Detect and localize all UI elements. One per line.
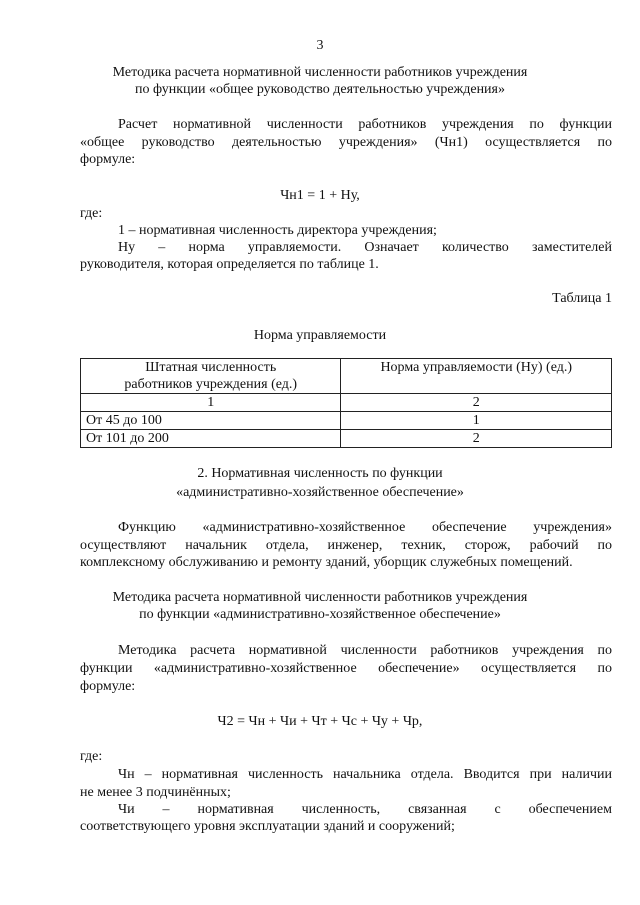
table-cell-staff: От 101 до 200 xyxy=(81,430,341,448)
table-col-number: 2 xyxy=(341,394,612,412)
section1-def1: 1 – нормативная численность директора учреждения; xyxy=(118,223,437,238)
norm-table xyxy=(80,358,612,448)
table-row xyxy=(81,430,612,448)
section3-def2-line1: Чи – нормативная численность, связанная с обеспечением xyxy=(118,802,612,817)
section1-intro-line2: «общее руководство деятельностью учреждения» (Чн1) осуществляется по xyxy=(80,135,612,150)
section3-def2-line2: соответствующего уровня эксплуатации зданий и сооружений; xyxy=(80,819,455,834)
formula-1: Чн1 = 1 + Ну, xyxy=(280,188,360,203)
table-cell-norm: 2 xyxy=(341,430,612,448)
section3-heading-line2: по функции «административно-хозяйственное обеспечение» xyxy=(139,607,501,622)
table-header-row xyxy=(81,359,612,394)
section2-heading-line1: 2. Нормативная численность по функции xyxy=(197,466,443,481)
section1-intro-line1: Расчет нормативной численности работников учреждения по функции xyxy=(118,117,612,132)
section3-intro-line1: Методика расчета нормативной численности работников учреждения по xyxy=(118,643,612,658)
section2-heading-line2: «административно-хозяйственное обеспечение» xyxy=(176,485,464,500)
table-col-number: 1 xyxy=(81,394,341,412)
table-cell-norm: 1 xyxy=(341,412,612,430)
section3-intro-line2: функции «административно-хозяйственное обеспечение» осуществляется по xyxy=(80,661,612,676)
section1-heading-line1: Методика расчета нормативной численности работников учреждения xyxy=(112,65,528,80)
table-cell-staff: От 45 до 100 xyxy=(81,412,341,430)
section3-intro-line3: формуле: xyxy=(80,679,136,694)
table1-title: Норма управляемости xyxy=(253,328,387,343)
table-numbering-row xyxy=(81,394,612,412)
section1-heading-line2: по функции «общее руководство деятельностью учреждения» xyxy=(135,82,505,97)
section1-def2-line2: руководителя, которая определяется по таблице 1. xyxy=(80,257,379,272)
section3-def1-line1: Чн – нормативная численность начальника отдела. Вводится при наличии xyxy=(118,767,612,782)
section3-def1-line2: не менее 3 подчинённых; xyxy=(80,785,231,800)
table-header-staff xyxy=(81,359,341,394)
section2-para-line3: комплексному обслуживанию и ремонту зданий, уборщик служебных помещений. xyxy=(80,555,573,570)
section1-intro-line3: формуле: xyxy=(80,152,136,167)
section2-para-line1: Функцию «административно-хозяйственное обеспечение учреждения» xyxy=(118,520,612,535)
section3-heading-line1: Методика расчета нормативной численности работников учреждения xyxy=(112,590,528,605)
section1-def2-line1: Ну – норма управляемости. Означает количество заместителей xyxy=(118,240,612,255)
section2-para-line2: осуществляют начальник отдела, инженер, техник, сторож, рабочий по xyxy=(80,538,612,553)
section3-where: где: xyxy=(80,749,103,764)
table-header-staff-line1: Штатная численность xyxy=(145,360,277,375)
formula-2: Ч2 = Чн + Чи + Чт + Чс + Чу + Чр, xyxy=(217,714,423,729)
table1-caption: Таблица 1 xyxy=(552,291,612,306)
table-row xyxy=(81,412,612,430)
section1-where: где: xyxy=(80,206,103,221)
page-number: 3 xyxy=(316,38,324,53)
table-header-staff-line2: работников учреждения (ед.) xyxy=(124,377,298,392)
table-header-norm: Норма управляемости (Ну) (ед.) xyxy=(341,359,612,394)
